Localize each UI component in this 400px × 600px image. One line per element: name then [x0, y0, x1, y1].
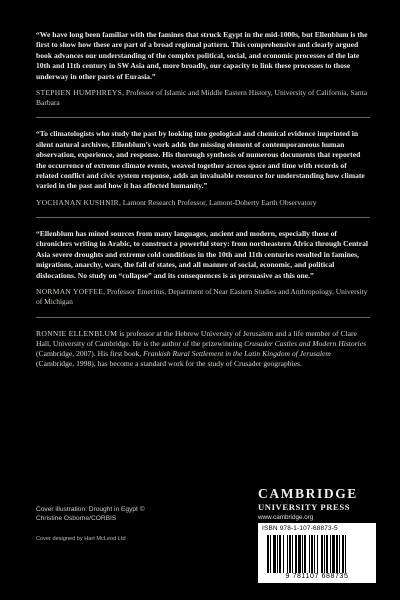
barcode-bar: [279, 535, 281, 573]
barcode-bar: [309, 535, 310, 573]
barcode-bar: [270, 535, 271, 573]
barcode-bar: [283, 535, 284, 573]
divider-3: [36, 317, 370, 318]
publisher-website: www.cambridge.org: [258, 514, 314, 521]
divider-2: [36, 217, 370, 218]
barcode-number: 9 781107 688735: [285, 573, 349, 580]
author-bio: [36, 329, 370, 370]
barcode-bar: [336, 535, 338, 573]
barcode-bar: [289, 535, 291, 573]
barcode-bar: [321, 535, 323, 573]
publisher-subtitle: UNIVERSITY PRESS: [258, 502, 351, 512]
review-attribution-1: [36, 88, 370, 108]
reviewer-name-3: NORMAN YOFFEE: [36, 287, 104, 297]
barcode-panel: [258, 523, 376, 583]
review-quote-2: “To climatologists who study the past by looking into geological and chemical evidence imprinted in silent natural archives, Ellenblum’s work adds the missing element of contemporaneous human observation, experience, and response. His thorough synthesis of numerous documents that reported the occurrence of extreme climate events, weaved together across space and time with records of related conflict and civic system response, adds an invaluable resource for understanding how climate varied in the past and how it has affected humanity.”: [36, 129, 365, 191]
barcode-bar: [317, 535, 318, 573]
publisher-name: CAMBRIDGE: [258, 486, 358, 501]
barcode-bar: [292, 535, 293, 573]
author-bio-text-1: is professor at the Hebrew University of Jerusalem and a life member of Clare Hall, University of Cambridge. He is the author of the prizewinning: [36, 328, 357, 348]
cover-credits: [36, 505, 226, 542]
barcode-bar: [314, 535, 315, 573]
barcode-bar: [324, 535, 325, 573]
barcode-bar: [339, 535, 340, 573]
barcode-bar: [295, 535, 297, 573]
barcode-bar: [330, 535, 331, 573]
barcode-bar: [342, 535, 344, 573]
barcode-bar: [273, 535, 276, 573]
publisher-logo: [258, 487, 376, 521]
isbn-label: ISBN 978-1-107-68873-5: [262, 525, 338, 532]
barcode-bar: [304, 535, 306, 573]
review-attribution-3: [36, 287, 370, 307]
barcode-bar: [287, 535, 288, 573]
book-title-1: Crusader Castles and Modern Histories: [244, 338, 367, 348]
barcode-bar: [277, 535, 278, 573]
reviewer-name-2: YOCHANAN KUSHNIR: [36, 197, 119, 207]
reviewer-affiliation-3: , Professor Emeritus, Department of Near Eastern Studies and Anthropology, University of Michigan: [36, 287, 368, 307]
book-title-2: Frankish Rural Settlement in the Latin Kingdom of Jerusalem: [143, 349, 331, 359]
author-name: RONNIE ELLENBLUM: [36, 328, 118, 338]
cover-illustration-credit-1: Cover illustration: Drought in Egypt ©: [36, 506, 145, 513]
reviewer-affiliation-1: , Professor of Islamic and Middle Eastern History, University of California, Santa Barbara: [36, 88, 368, 108]
barcode-bar: [302, 535, 303, 573]
barcode-bar: [298, 535, 301, 573]
divider-1: [36, 117, 370, 118]
review-quote-3: “Ellenblum has mined sources from many languages, ancient and modern, especially those of chroniclers writing in Arabic, to construct a powerful story: from northeastern Africa through Central Asia severe droughts and extreme cold conditions in the 10th and 11th centuries resulted in famines, migrations, anarchy, wars, the fall of states, and all manner of social, economic, and political dislocations. No study on “collapse” and its consequences is as persuasive as this one.”: [36, 229, 368, 280]
cover-illustration-credit-2: Christine Osborne/CORBIS: [36, 515, 117, 523]
reviewer-affiliation-2: , Lamont Research Professor, Lamont-Doherty Earth Observatory: [118, 197, 317, 207]
barcode-bar: [311, 535, 313, 573]
barcode-bar: [267, 535, 269, 573]
reviewer-name-1: STEPHEN HUMPHREYS: [36, 88, 123, 98]
back-cover-text: [36, 30, 370, 370]
barcode-bar: [326, 535, 328, 573]
review-quote-1: “We have long been familiar with the famines that struck Egypt in the mid-1000s, but Ellenblum is the first to show how these are part of a broad regional pattern. This comprehensive and clearly argued book advances our understanding of the complex political, social, and economic processes of the late 10th and 11th century in SW Asia and, more broadly, our capacity to link these processes to those underway in other parts of Eurasia.”: [36, 30, 368, 81]
barcode-bar: [345, 535, 346, 573]
barcode-image: [267, 535, 367, 573]
author-bio-text-3: (Cambridge, 1998), has become a standard work for the study of Crusader geographies.: [36, 359, 302, 369]
author-bio-text-2: (Cambridge, 2007). His first book,: [36, 349, 144, 359]
cover-designer-credit: Cover designed by Hart McLeod Ltd: [36, 536, 126, 543]
review-attribution-2: [36, 198, 370, 208]
barcode-bar: [332, 535, 335, 573]
